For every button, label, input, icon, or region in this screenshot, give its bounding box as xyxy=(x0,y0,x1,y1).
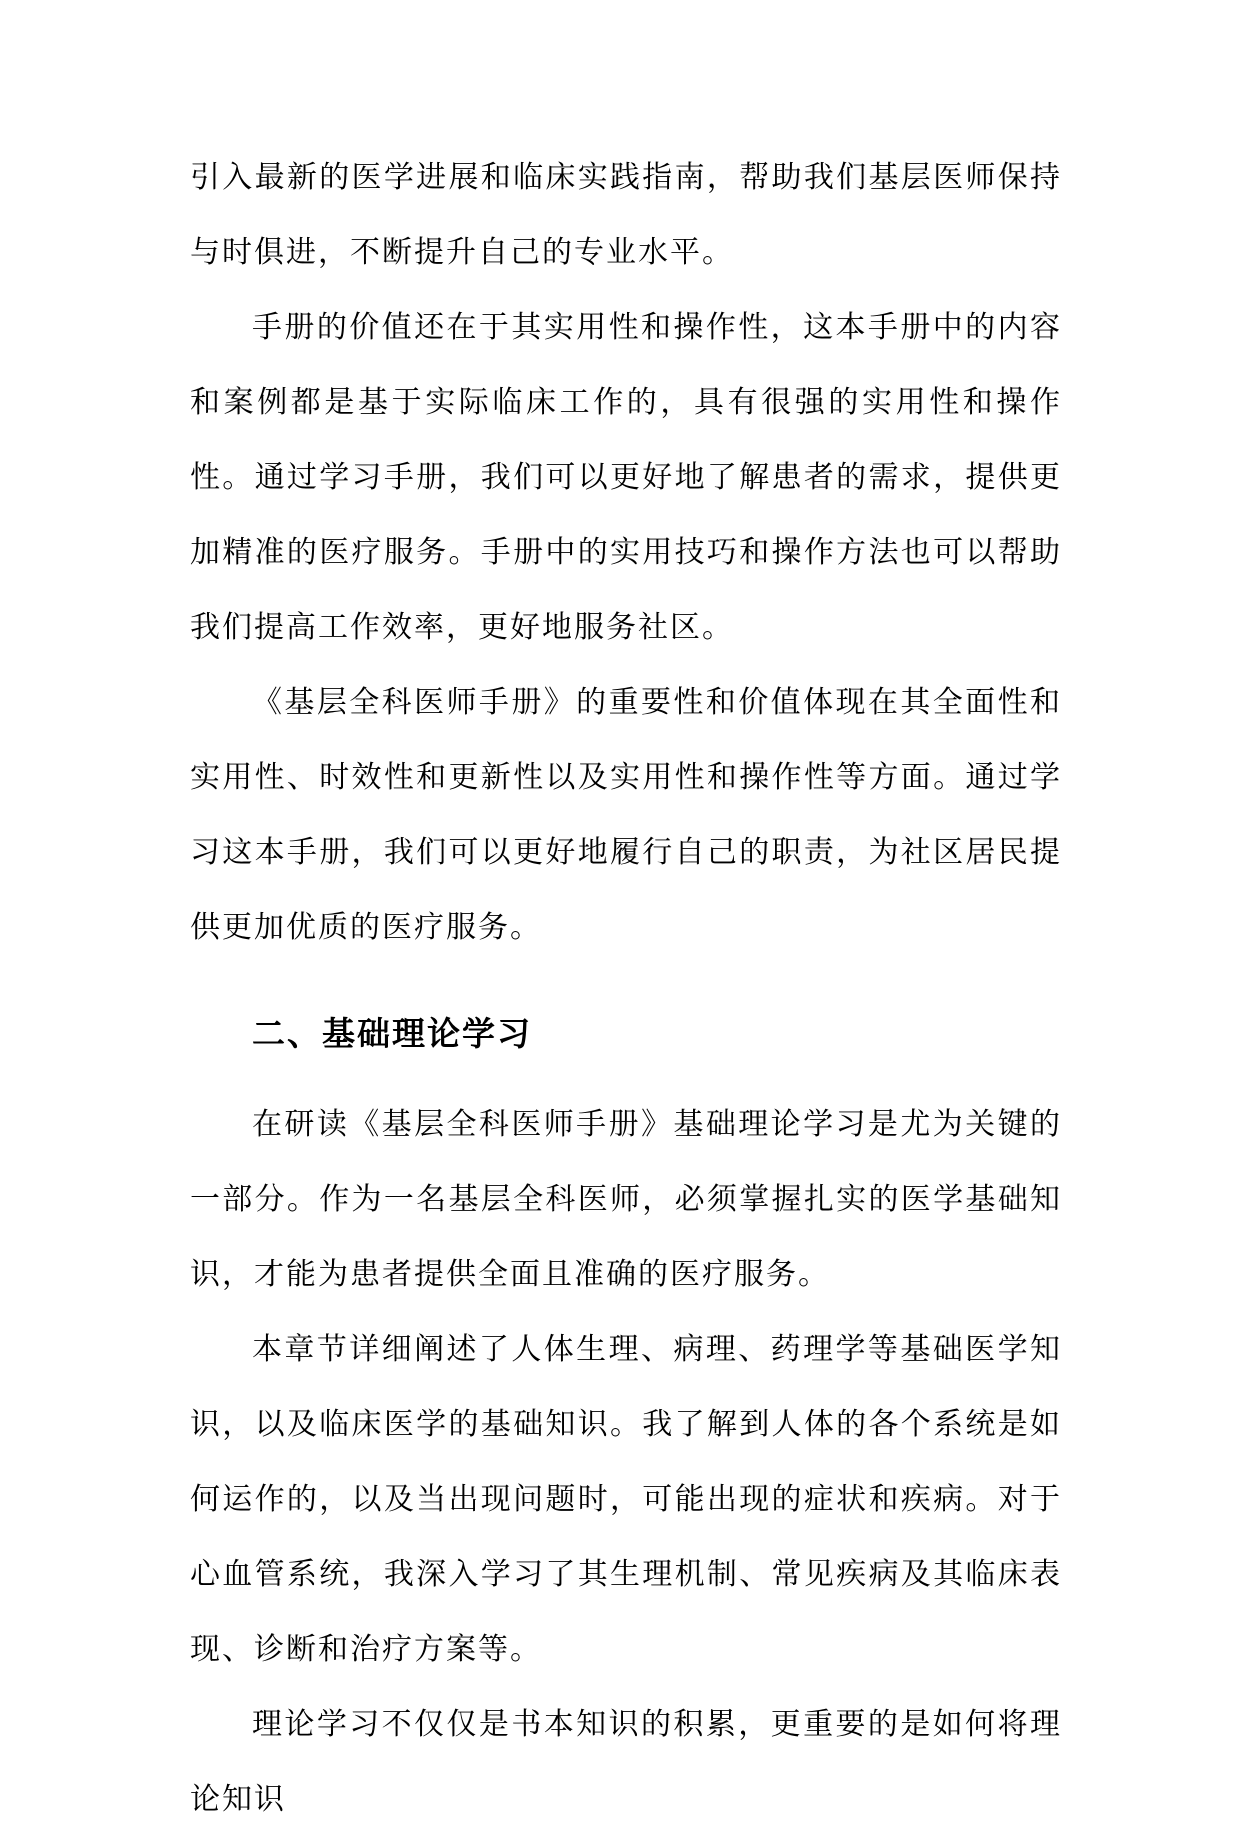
paragraph-handbook-importance: 《基层全科医师手册》的重要性和价值体现在其全面性和实用性、时效性和更新性以及实用性和操作性等方面。通过学习这本手册，我们可以更好地履行自己的职责，为社区居民提供更加优质的医疗服务。 xyxy=(190,685,1062,945)
paragraph-chapter-details: 本章节详细阐述了人体生理、病理、药理学等基础医学知识，以及临床医学的基础知识。我了解到人体的各个系统是如何运作的，以及当出现问题时，可能出现的症状和疾病。对于心血管系统，我深入学习了其生理机制、常见疾病及其临床表现、诊断和治疗方案等。 xyxy=(190,1332,1062,1667)
paragraph-theory-application: 理论学习不仅仅是书本知识的积累，更重要的是如何将理论知识 xyxy=(190,1707,1062,1817)
paragraph-continuation: 引入最新的医学进展和临床实践指南，帮助我们基层医师保持与时俱进，不断提升自己的专业水平。 xyxy=(190,160,1062,270)
section-heading-basic-theory: 二、基础理论学习 xyxy=(252,1014,532,1053)
document-body xyxy=(190,140,1062,1837)
paragraph-basic-theory-intro: 在研读《基层全科医师手册》基础理论学习是尤为关键的一部分。作为一名基层全科医师，必须掌握扎实的医学基础知识，才能为患者提供全面且准确的医疗服务。 xyxy=(190,1107,1062,1292)
paragraph-handbook-practicality: 手册的价值还在于其实用性和操作性，这本手册中的内容和案例都是基于实际临床工作的，具有很强的实用性和操作性。通过学习手册，我们可以更好地了解患者的需求，提供更加精准的医疗服务。手册中的实用技巧和操作方法也可以帮助我们提高工作效率，更好地服务社区。 xyxy=(190,310,1062,645)
